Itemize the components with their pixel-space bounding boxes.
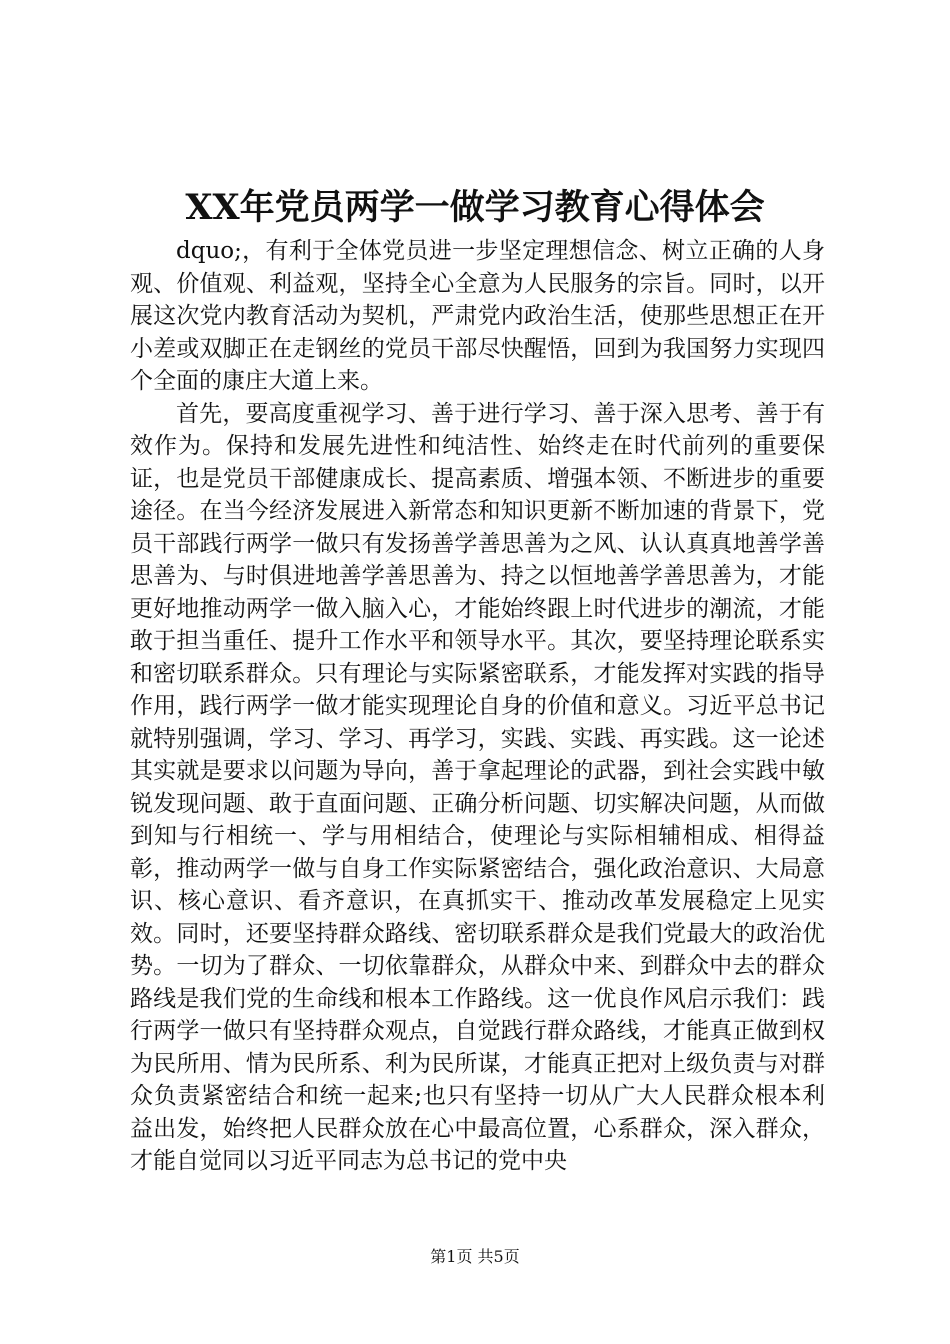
paragraph-1: dquo;，有利于全体党员进一步坚定理想信念、树立正确的人身观、价值观、利益观，坚持全心全意为人民服务的宗旨。同时，以开展这次党内教育活动为契机，严肃党内政治生活，使那些思想正在开小差或双脚正在走钢丝的党员干部尽快醒悟，回到为我国努力实现四个全面的康庄大道上来。 bbox=[130, 238, 825, 394]
paragraph-2: 首先，要高度重视学习、善于进行学习、善于深入思考、善于有效作为。保持和发展先进性和纯洁性、始终走在时代前列的重要保证，也是党员干部健康成长、提高素质、增强本领、不断进步的重要途径。在当今经济发展进入新常态和知识更新不断加速的背景下，党员干部践行两学一做只有发扬善学善思善为之风、认认真真地善学善思善为、与时俱进地善学善思善为、持之以恒地善学善思善为，才能更好地推动两学一做入脑入心，才能始终跟上时代进步的潮流，才能敢于担当重任、提升工作水平和领导水平。其次，要坚持理论联系实和密切联系群众。只有理论与实际紧密联系，才能发挥对实践的指导作用，践行两学一做才能实现理论自身的价值和意义。习近平总书记就特别强调，学习、学习、再学习，实践、实践、再实践。这一论述其实就是要求以问题为导向，善于拿起理论的武器，到社会实践中敏锐发现问题、敢于直面问题、正确分析问题、切实解决问题，从而做到知与行相统一、学与用相结合，使理论与实际相辅相成、相得益彰，推动两学一做与自身工作实际紧密结合，强化政治意识、大局意识、核心意识、看齐意识，在真抓实干、推动改革发展稳定上见实效。同时，还要坚持群众路线、密切联系群众是我们党最大的政治优势。一切为了群众、一切依靠群众，从群众中来、到群众中去的群众路线是我们党的生命线和根本工作路线。这一优良作风启示我们：践行两学一做只有坚持群众观点，自觉践行群众路线，才能真正做到权为民所用、情为民所系、利为民所谋，才能真正把对上级负责与对群众负责紧密结合和统一起来;也只有坚持一切从广大人民群众根本利益出发，始终把人民群众放在心中最高位置，心系群众，深入群众，才能自觉同以习近平同志为总书记的党中央 bbox=[130, 400, 825, 1174]
document-title: XX年党员两学一做学习教育心得体会 bbox=[185, 187, 765, 228]
document-body bbox=[130, 235, 825, 1178]
page-footer: 第1页 共5页 bbox=[430, 1247, 520, 1266]
